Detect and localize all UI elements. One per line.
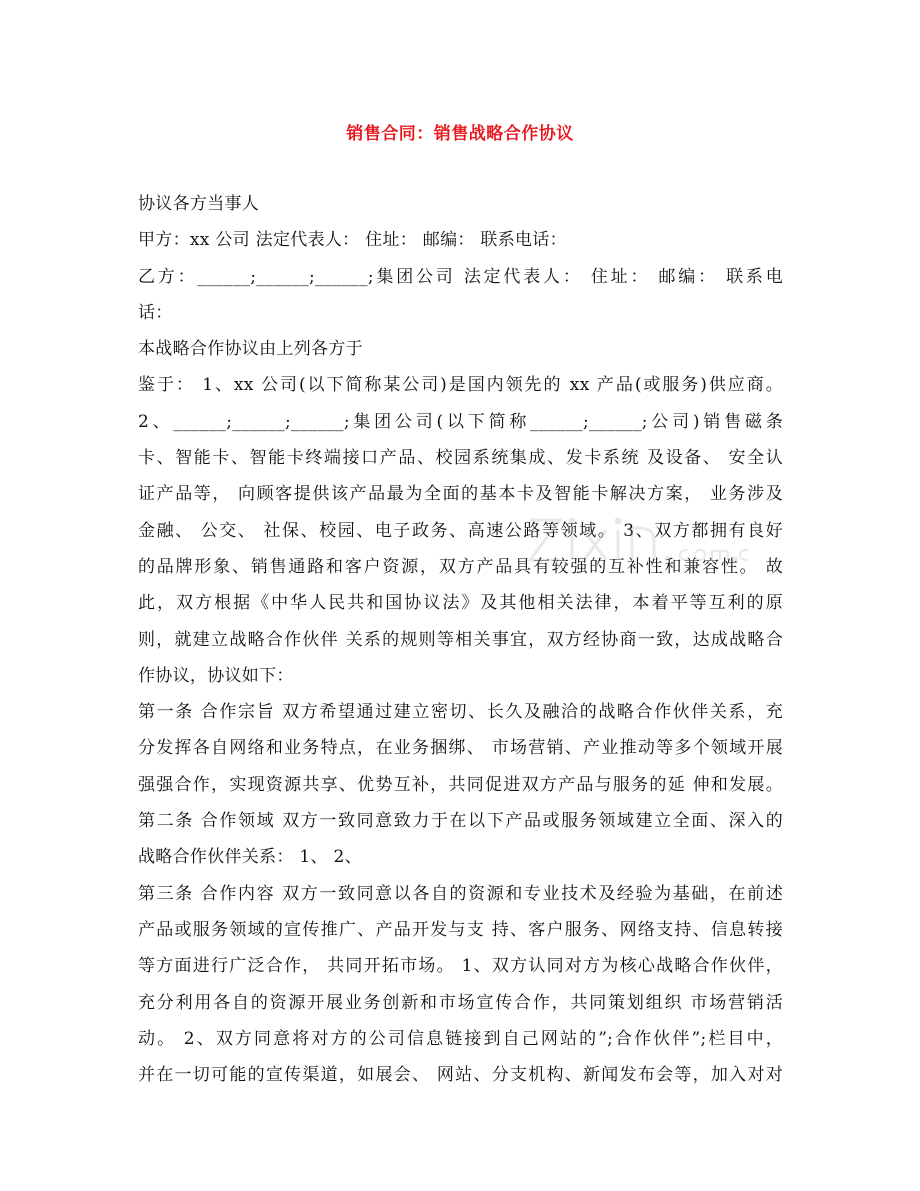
watermark-logo [520,500,760,590]
text-line: 第一条 合作宗旨 双方希望通过建立密切、长久及融洽的战略合作伙伴关系，充 [138,702,783,723]
text-line: 分发挥各自网络和业务特点，在业务捆绑、 市场营销、产业推动等多个领域开展 [138,738,783,759]
text-line: 本战略合作协议由上列各方于 [138,339,363,360]
document-body [138,186,783,1093]
text-line: 则，就建立战略合作伙伴 关系的规则等相关事宜，双方经协商一致，达成战略合 [138,629,783,650]
text-line: 话： [138,302,173,323]
text-line: 2、______;______;______;集团公司(以下简称______;______;公司)销售磁条 [138,411,783,432]
text-line: 并在一切可能的宣传渠道，如展会、 网站、分支机构、新闻发布会等，加入对对 [138,1065,783,1086]
text-line: 战略合作伙伴关系： 1、 2、 [138,847,362,868]
text-line: 作协议，协议如下： [138,665,294,686]
text-line: 证产品等， 向顾客提供该产品最为全面的基本卡及智能卡解决方案， 业务涉及 [138,484,783,505]
text-line: 等方面进行广泛合作， 共同开拓市场。 1、双方认同对方为核心战略合作伙伴， [138,956,783,977]
text-line: 金融、 公交、 社保、校园、电子政务、高速公路等领域。 3、双方都拥有良好 [138,520,783,541]
text-line: 充分利用各自的资源开展业务创新和市场宣传合作，共同策划组织 市场营销活 [138,992,783,1013]
text-line: 产品或服务领域的宣传推广、产品开发与支 持、客户服务、网络支持、信息转接 [138,919,783,940]
text-line: 第二条 合作领域 双方一致同意致力于在以下产品或服务领域建立全面、深入的 [138,811,783,832]
document-title: 销售合同：销售战略合作协议 [346,124,574,144]
text-line: 鉴于： 1、xx 公司(以下简称某公司)是国内领先的 xx 产品(或服务)供应商。 [138,375,783,396]
text-line: 此，双方根据《中华人民共和国协议法》及其他相关法律，本着平等互利的原 [138,593,783,614]
text-line: 卡、智能卡、智能卡终端接口产品、校园系统集成、发卡系统 及设备、 安全认 [138,448,783,469]
text-line: 协议各方当事人 [138,194,260,214]
text-line: 动。 2、双方同意将对方的公司信息链接到自己网站的”;合作伙伴”;栏目中， [138,1028,783,1049]
text-line: 甲方：xx 公司 法定代表人： 住址： 邮编： 联系电话： [138,230,567,251]
text-line: 第三条 合作内容 双方一致同意以各自的资源和专业技术及经验为基础，在前述 [138,883,783,904]
text-line: 的品牌形象、销售通路和客户资源，双方产品具有较强的互补性和兼容性。 故 [138,556,783,577]
text-line: 强强合作，实现资源共享、优势互补，共同促进双方产品与服务的延 伸和发展。 [138,774,783,795]
text-line: 乙方：______;______;______;集团公司 法定代表人： 住址： 邮编： 联系电 [138,266,783,287]
